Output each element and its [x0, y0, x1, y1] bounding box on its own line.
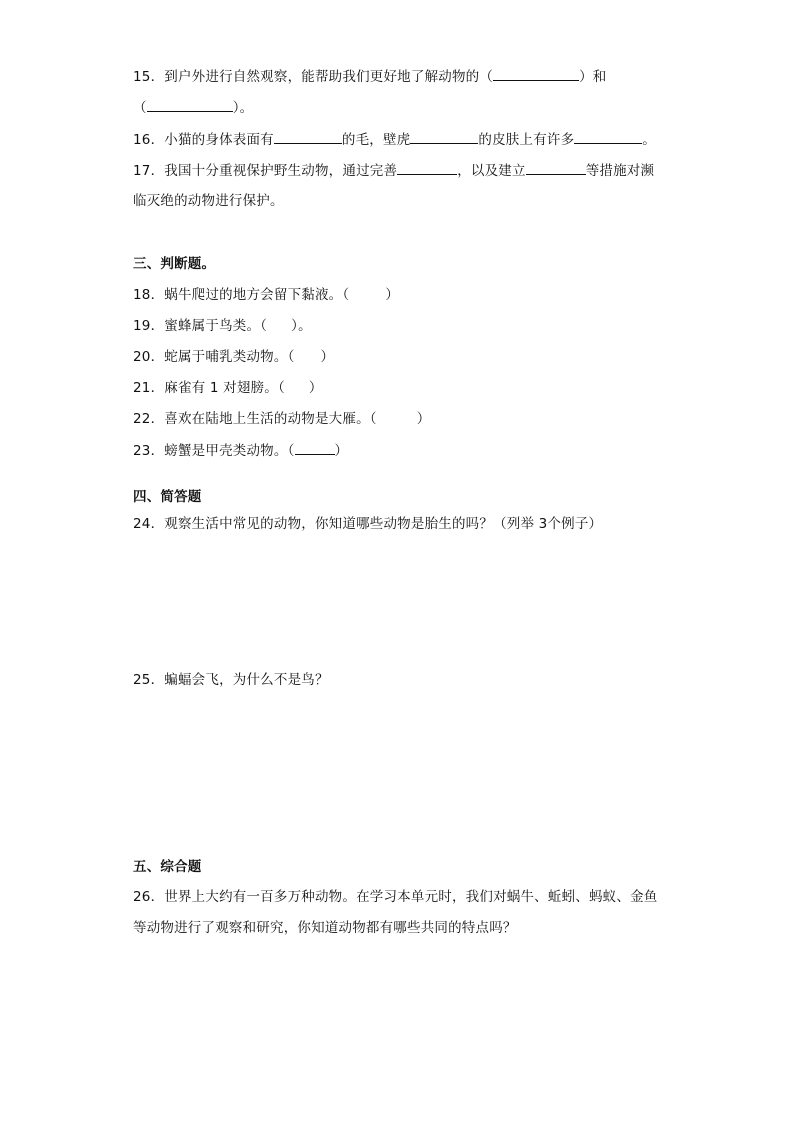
question-17-text-b: ，以及建立	[457, 163, 526, 179]
question-19	[133, 316, 312, 336]
question-20-text-a: 20．蛇属于哺乳类动物。（	[133, 349, 295, 365]
answer-blank[interactable]	[274, 129, 342, 144]
section-heading-comprehensive: 五、综合题	[133, 859, 202, 875]
section-heading-judgment: 三、判断题。	[133, 256, 216, 272]
question-16-text-b: 的毛，壁虎	[341, 132, 411, 148]
question-24: 24．观察生活中常见的动物，你知道哪些动物是胎生的吗？（列举 3个例子）	[133, 516, 603, 532]
answer-blank[interactable]	[410, 129, 478, 144]
question-23-text-a: 23．螃蟹是甲壳类动物。（	[133, 443, 295, 459]
answer-blank[interactable]	[295, 440, 335, 455]
question-16-text-a: 16．小猫的身体表面有	[133, 132, 274, 148]
question-15-text-c: （	[133, 100, 147, 116]
answer-blank[interactable]	[493, 66, 579, 81]
question-26-line-2: 等动物进行了观察和研究，你知道动物都有哪些共同的特点吗？	[133, 920, 517, 936]
question-18-text-b: ）	[385, 287, 400, 303]
question-19-text-b: ）。	[291, 318, 312, 334]
question-16-text-d: 。	[642, 132, 656, 148]
question-16-text-c: 的皮肤上有许多	[478, 132, 575, 148]
question-15-text-d: ）。	[232, 100, 254, 116]
question-21	[133, 378, 323, 398]
question-20	[133, 347, 334, 367]
question-25: 25．蝙蝠会飞，为什么不是鸟？	[133, 672, 329, 688]
question-17-line-1	[133, 160, 654, 181]
question-22	[133, 409, 430, 429]
question-23	[133, 440, 348, 461]
question-17-text-c: 等措施对濒	[585, 163, 655, 179]
question-15-line-1	[133, 66, 606, 87]
question-16	[133, 129, 656, 150]
question-18-text-a: 18．蜗牛爬过的地方会留下黏液。（	[133, 287, 350, 303]
question-17-text-a: 17．我国十分重视保护野生动物，通过完善	[133, 163, 398, 179]
question-17-line-2	[133, 191, 284, 211]
question-19-text-a: 19．蜜蜂属于鸟类。（	[133, 318, 268, 334]
question-15-text-b: ）和	[579, 69, 607, 85]
answer-blank[interactable]	[526, 160, 586, 175]
answer-blank[interactable]	[574, 129, 642, 144]
question-21-text-b: ）	[308, 380, 323, 396]
question-17-text-d: 临灭绝的动物进行保护。	[133, 193, 284, 209]
question-22-text-a: 22．喜欢在陆地上生活的动物是大雁。（	[133, 411, 377, 427]
question-21-text-a: 21．麻雀有 1 对翅膀。（	[133, 380, 285, 396]
answer-blank[interactable]	[147, 97, 233, 112]
question-15-line-2	[133, 97, 253, 118]
question-26-line-1: 26．世界上大约有一百多万种动物。在学习本单元时，我们对蜗牛、蚯蚓、蚂蚁、金鱼	[133, 889, 658, 905]
question-23-text-b: ）	[334, 443, 349, 459]
section-heading-short-answer: 四、简答题	[133, 489, 202, 505]
question-20-text-b: ）	[320, 349, 335, 365]
question-22-text-b: ）	[416, 411, 431, 427]
answer-blank[interactable]	[397, 160, 457, 175]
question-15-text-a: 15．到户外进行自然观察，能帮助我们更好地了解动物的（	[133, 69, 494, 85]
question-18	[133, 285, 399, 305]
